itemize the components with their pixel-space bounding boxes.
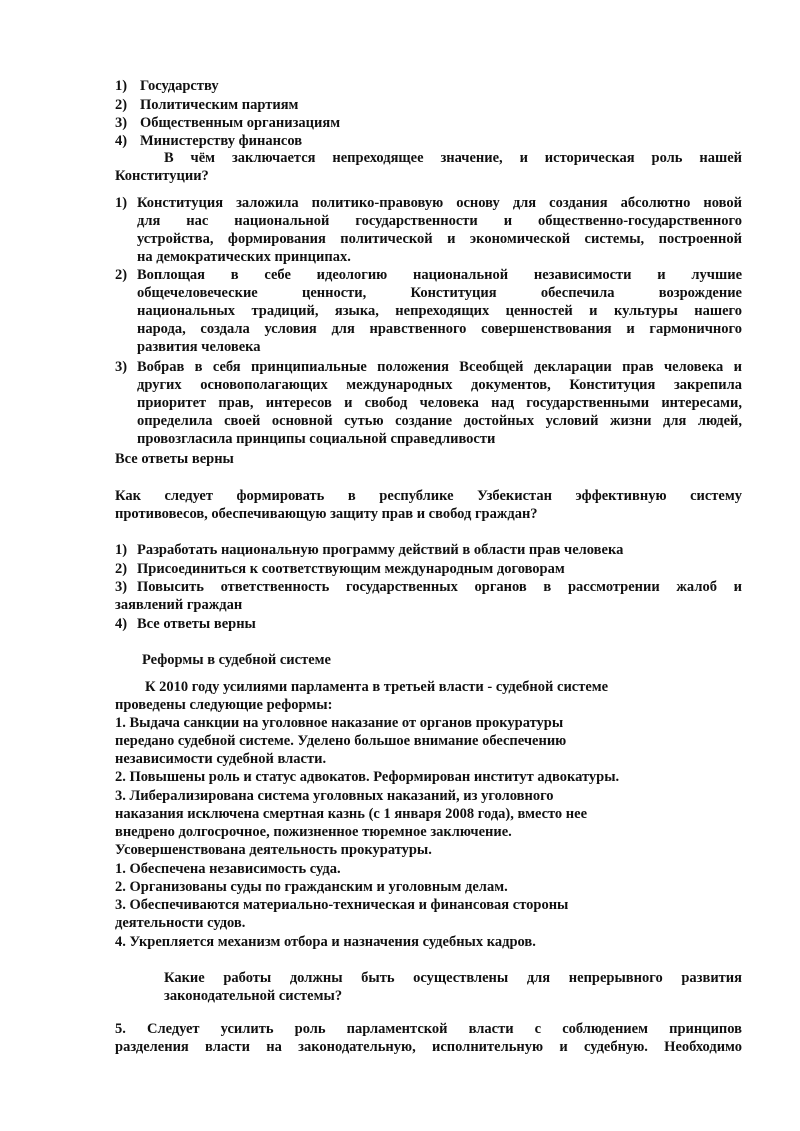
list-item: Министерству финансов [140,133,303,149]
paragraph-line: 2. Организованы суды по гражданским и уголовным делам. [115,879,508,895]
list-item-line: определила своей основной сутью создание достойных условий жизни для людей, [137,413,742,429]
list-item-line: Воплощая в себе идеологию национальной независимости и лучшие [137,267,742,283]
question-text: Как следует формировать в республике Узбекистан эффективную системy [115,488,742,504]
list-item: Государству [140,78,219,94]
list-number: 4) [115,133,128,149]
list-item-line: национальных традиций, языка, непреходящих ценностей и культуры нашего [137,303,742,319]
list-item-line: общечеловеческие ценности, Конституция обеспечила возрождение [137,285,742,301]
paragraph-line: 1. Обеспечена независимость суда. [115,861,341,877]
list-number: 2) [115,561,128,577]
list-item: Разработать национальную программу действий в области прав человека [137,542,624,558]
paragraph-line: разделения власти на законодательную, исполнительную и судебную. Необходимо [115,1039,742,1055]
paragraph-line: 4. Укрепляется механизм отбора и назначения судебных кадров. [115,934,536,950]
paragraph-line: 3. Либерализирована система уголовных наказаний, из уголовного [115,788,554,804]
paragraph-line: передано судебной системе. Уделено большое внимание обеспечению [115,733,567,749]
list-item-line: Конституция заложила политико-правовую основу для создания абсолютно новой [137,195,742,211]
list-item: Присоединиться к соответствующим международным договорам [137,561,565,577]
question-text: В чём заключается непреходящее значение, и историческая роль нашей [164,150,742,166]
paragraph-line: К 2010 году усилиями парламента в третьей власти - судебной системе [145,679,609,695]
paragraph-line: 5. Следует усилить роль парламентской власти с соблюдением принципов [115,1021,742,1037]
list-item-line: для нас национальной государственности и общественно-государственного [137,213,742,229]
paragraph-line: проведены следующие реформы: [115,697,333,713]
paragraph-line: независимости судебной власти. [115,751,327,767]
list-item: Все ответы верны [137,616,256,632]
paragraph-line: деятельности судов. [115,915,246,931]
question-text: законодательной системы? [164,988,343,1004]
paragraph-line: внедрено долгосрочное, пожизненное тюремное заключение. [115,824,512,840]
paragraph-line: 3. Обеспечиваются материально-техническая и финансовая стороны [115,897,569,913]
list-number: 1) [115,542,128,558]
list-item-line: развития человека [137,339,261,355]
paragraph-line: наказания исключена смертная казнь (с 1 января 2008 года), вместо нее [115,806,588,822]
list-number: 3) [115,359,128,375]
list-item-line: на демократических принципах. [137,249,351,265]
list-number: 3) [115,115,128,131]
list-item-line: провозгласила принципы социальной справедливости [137,431,496,447]
question-text: Конституции? [115,168,209,184]
list-number: 3) [115,579,128,595]
list-number: 2) [115,267,128,283]
question-text: Какие работы должны быть осуществлены для непрерывного развития [164,970,742,986]
list-number: 1) [115,195,128,211]
list-item-line: заявлений граждан [115,597,243,613]
section-heading: Реформы в судебной системе [142,652,331,668]
list-item-line: приоритет прав, интересов и свобод человека над государственными интересами, [137,395,742,411]
list-number: 4) [115,616,128,632]
list-item-line: Повысить ответственность государственных органов в рассмотрении жалоб и [137,579,742,595]
list-item: Общественным организациям [140,115,341,131]
answer-all-correct: Все ответы верны [115,451,234,467]
list-item-line: Вобрав в себя принципиальные положения Всеобщей декларации прав человека и [137,359,742,375]
paragraph-line: 2. Повышены роль и статус адвокатов. Реформирован институт адвокатуры. [115,769,620,785]
list-number: 1) [115,78,128,94]
paragraph-line: Усовершенствована деятельность прокуратуры. [115,842,432,858]
list-item: Политическим партиям [140,97,299,113]
question-text: противовесов, обеспечивающую защиту прав и свобод граждан? [115,506,538,522]
list-number: 2) [115,97,128,113]
paragraph-line: 1. Выдача санкции на уголовное наказание от органов прокуратуры [115,715,564,731]
list-item-line: народа, создала условия для нравственного совершенствования и гармоничного [137,321,742,337]
list-item-line: других основополагающих международных документов, Конституция закрепила [137,377,742,393]
list-item-line: устройства, формирования политической и экономической системы, построенной [137,231,742,247]
